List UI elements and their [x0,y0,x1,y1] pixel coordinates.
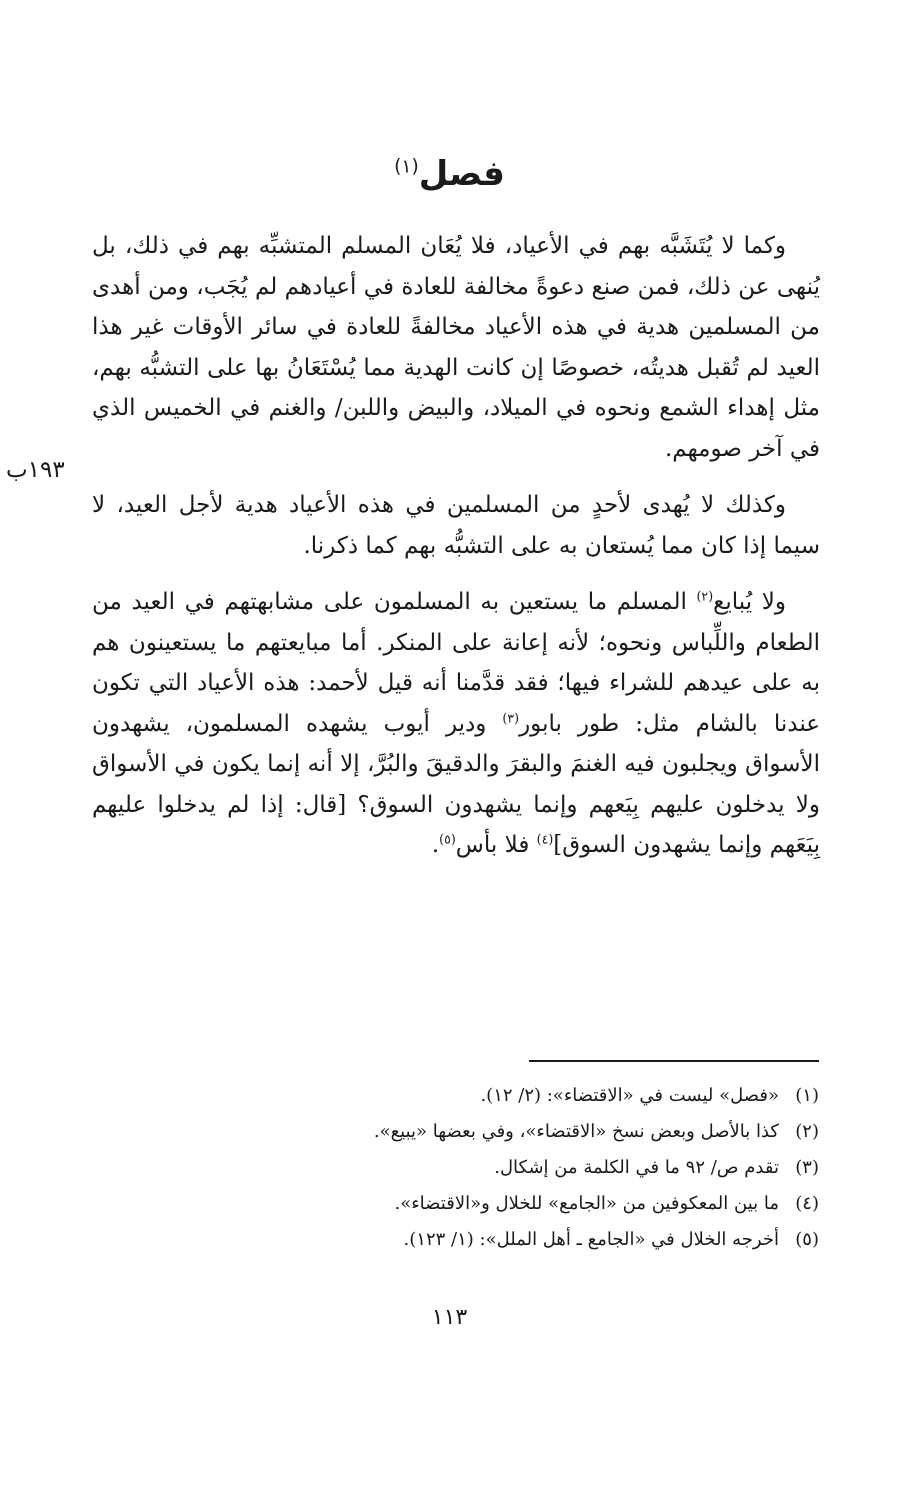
section-heading [0,148,899,200]
section-heading-title: فصل [418,154,505,194]
footnote-text: ما بين المعكوفين من «الجامع» للخلال و«الاقتضاء». [394,1193,779,1214]
footnote-ref-5: (٥) [439,831,456,847]
footnote-text: تقدم ص/ ٩٢ ما في الكلمة من إشكال. [494,1157,779,1178]
footnote-ref-4: (٤) [536,831,554,847]
page-number: ١١٣ [431,1305,468,1330]
main-text [92,226,820,882]
paragraph-3 [92,582,820,866]
manuscript-folio-note: ١٩٣ب [6,457,65,483]
footnote-text: «فصل» ليست في «الاقتضاء»: (٢/ ١٢). [480,1085,779,1106]
paragraph-3-part-a: ولا يُبايع [713,589,787,615]
footnote-text: كذا بالأصل وبعض نسخ «الاقتضاء»، وفي بعضها «يبيع». [373,1121,779,1142]
paragraph-2: وكذلك لا يُهدى لأحدٍ من المسلمين في هذه الأعياد هدية لأجل العيد، لا سيما إذا كان مما يُستعان به على التشبُّه بهم كما ذكرنا. [92,492,820,559]
section-heading-footnote-ref: (١) [394,156,419,178]
footnote-5 [79,1222,819,1258]
paragraph-3-part-d: فلا بأس [455,832,537,858]
footnote-number: (٥) [795,1229,819,1250]
footnote-4 [79,1186,819,1222]
footnote-3 [79,1150,819,1186]
paragraph-3-part-c: ودير أيوب يشهده المسلمون، يشهدون الأسواق ويجلبون فيه الغنمَ والبقرَ والدقيقَ والبُرَّ، إلا أنه إنما يكون في الأسواق ولا يدخلون عليهم بِيَعهم وإنما يشهدون السوق؟ [قال: إذا لم يدخلوا عليهم بِيَعَهم وإنما يشهدون السوق] [92,710,820,858]
footnote-ref-3: (٣) [502,709,520,725]
paragraph-3-part-e: . [431,832,440,858]
paragraph-1: وكما لا يُتَشَبَّه بهم في الأعياد، فلا يُعَان المسلم المتشبِّه بهم في ذلك، بل يُنهى عن ذلك، فمن صنع دعوةً مخالفة للعادة في أعيادهم لم يُجَب، ومن أهدى من المسلمين هدية في هذه الأعياد مخالفةً للعادة في سائر الأوقات غير هذا العيد لم تُقبل هديتُه، خصوصًا إن كانت الهدية مما يُسْتَعَانُ بها على التشبُّه بهم، مثل إهداء الشمع ونحوه في الميلاد، والبيض واللبن/ والغنم في الخميس الذي في آخر صومهم. [92,233,820,462]
footnote-1 [79,1078,819,1114]
footnote-number: (٢) [795,1121,819,1142]
footnote-number: (٤) [795,1193,819,1214]
footnote-ref-2: (٢) [696,588,714,604]
paragraph-3-part-b: المسلم ما يستعين به المسلمون على مشابهتهم في العيد من الطعام واللِّباس ونحوه؛ لأنه إعانة على المنكر. أما مبايعتهم ما يستعينون هم به على عيدهم للشراء فيها؛ فقد قدَّمنا أنه قيل لأحمد: هذه الأعياد التي تكون عندنا بالشام مثل: طور بابور [92,589,820,737]
footnote-text: أخرجه الخلال في «الجامع ـ أهل الملل»: (١/ ١٢٣). [403,1229,779,1250]
footnote-2 [79,1114,819,1150]
footnote-divider [529,1060,819,1062]
footnote-number: (٣) [795,1157,819,1178]
footnote-number: (١) [795,1085,819,1106]
footnotes [79,1078,819,1258]
